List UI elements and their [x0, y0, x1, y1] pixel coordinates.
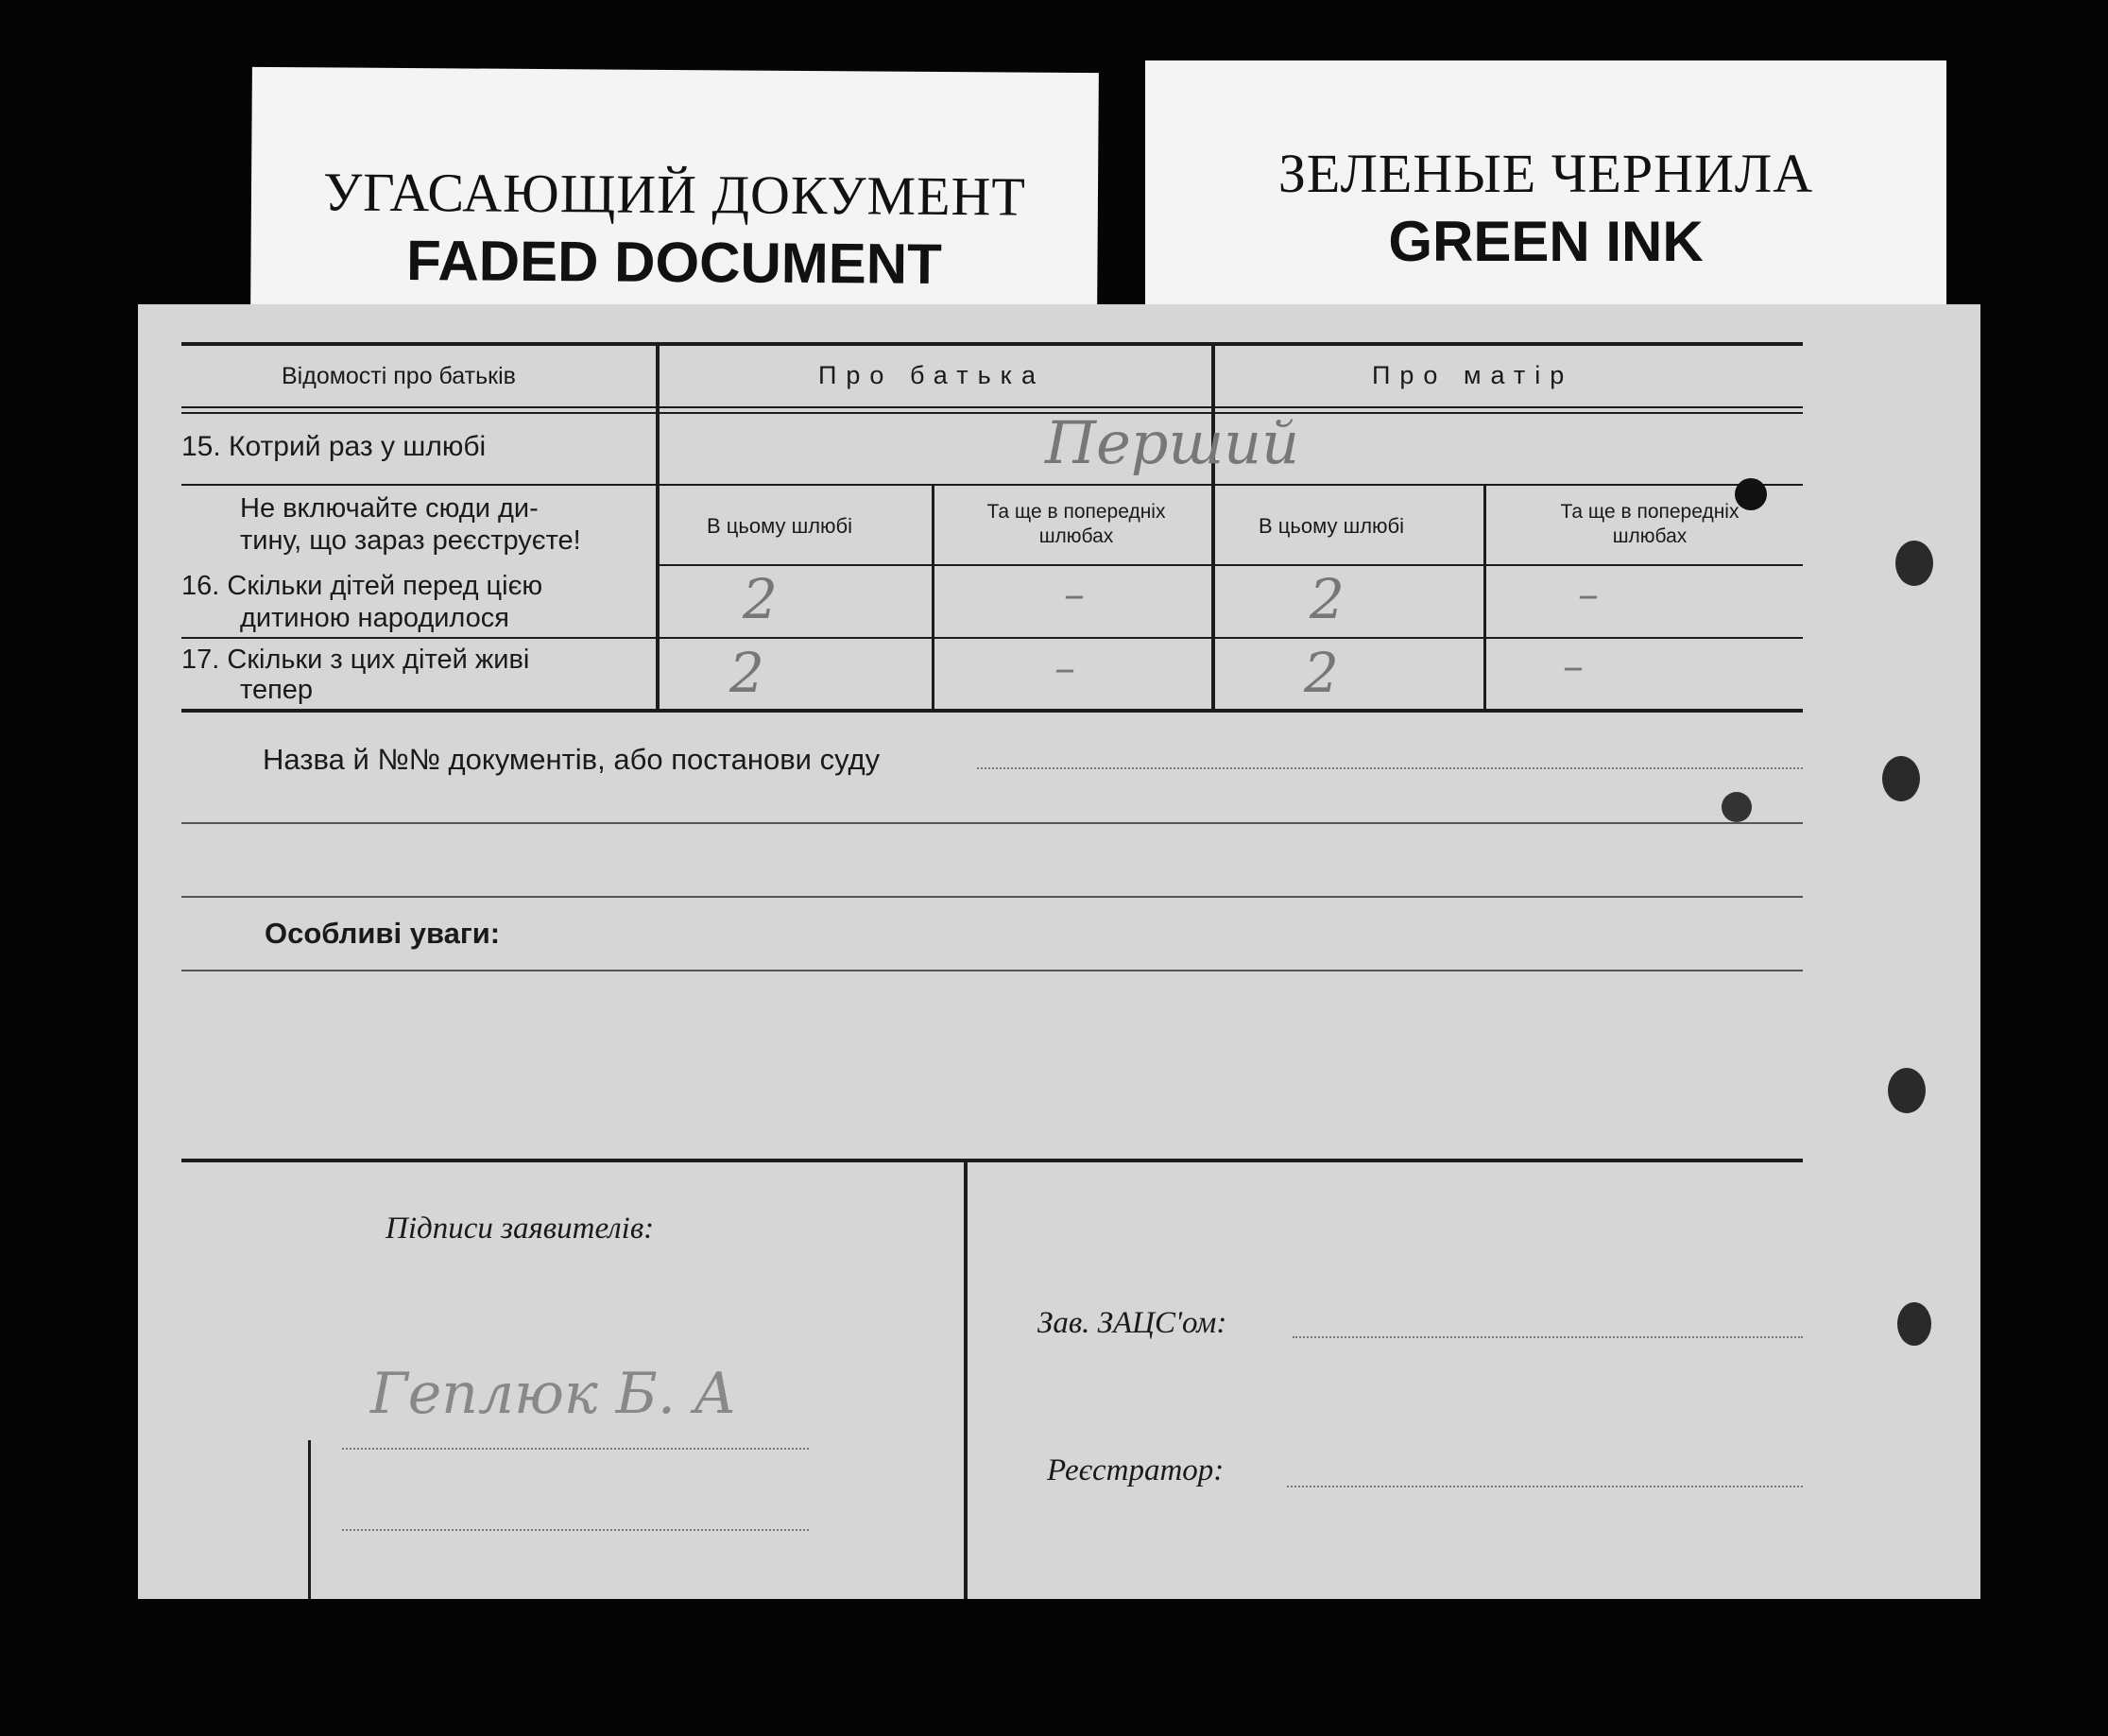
- faded-label-ru: УГАСАЮЩИЙ ДОКУМЕНТ: [322, 161, 1027, 228]
- green-label-ru: ЗЕЛЕНЫЕ ЧЕРНИЛА: [1277, 143, 1814, 204]
- header-rule-2: [181, 412, 1803, 414]
- registrar-label: Реєстратор:: [1047, 1453, 1225, 1487]
- row17-line2: тепер: [240, 675, 314, 705]
- documents-rule-2: [181, 896, 1803, 898]
- row17-line1: 17. Скільки з цих дітей живі: [181, 645, 530, 675]
- head-label: Зав. ЗАЦС'ом:: [1037, 1306, 1227, 1340]
- row16-father-prev: –: [1064, 571, 1085, 619]
- registrar-signature-line: [1287, 1486, 1803, 1487]
- note-line1: Не включайте сюди ди-: [240, 493, 539, 524]
- registration-form: [138, 304, 1980, 1599]
- header-mother: Про матір: [1372, 361, 1574, 389]
- subheader-rule: [658, 564, 1803, 566]
- subheader-mother-this: В цьому шлюбі: [1259, 514, 1405, 538]
- header-father: Про батька: [818, 361, 1046, 389]
- bottom-section-rule: [181, 1159, 1803, 1162]
- faded-label-en: FADED DOCUMENT: [405, 229, 943, 296]
- row15-rule: [181, 484, 1803, 486]
- punch-hole: [1735, 478, 1767, 510]
- col-divider-father: [932, 486, 934, 713]
- row16-rule: [181, 637, 1803, 639]
- header-rule-1: [181, 406, 1803, 408]
- row17-father-this: 2: [729, 641, 764, 705]
- subheader-father-prev-1: Та ще в попередніх: [986, 501, 1166, 523]
- col-divider-mother: [1483, 486, 1486, 713]
- documents-label: Назва й №№ документів, або постанови суду: [263, 743, 881, 776]
- note-line2: тину, що зараз реєструєте!: [240, 525, 581, 556]
- documents-rule-1: [181, 822, 1803, 824]
- signature-line-2: [342, 1529, 809, 1531]
- row15-value: Перший: [1045, 408, 1300, 477]
- row16-father-this: 2: [743, 567, 778, 631]
- header-parents-info: Відомості про батьків: [282, 363, 516, 389]
- bottom-divider: [964, 1162, 968, 1599]
- row15-label: 15. Котрий раз у шлюбі: [181, 431, 487, 462]
- row17-mother-this: 2: [1304, 641, 1339, 705]
- signature-line-1: [342, 1448, 809, 1450]
- green-label-en: GREEN INK: [1388, 210, 1704, 273]
- binding-hole: [1895, 541, 1933, 586]
- binding-hole: [1882, 756, 1920, 801]
- binding-hole: [1888, 1068, 1926, 1113]
- row17-father-prev: –: [1054, 645, 1075, 693]
- row16-line2: дитиною народилося: [240, 603, 510, 633]
- subheader-father-this: В цьому шлюбі: [707, 514, 853, 538]
- row16-mother-prev: –: [1578, 571, 1599, 619]
- head-signature-line: [1293, 1336, 1803, 1338]
- col-divider-main: [1211, 342, 1215, 713]
- special-notes-rule: [181, 970, 1803, 971]
- subheader-mother-prev-2: шлюбах: [1612, 525, 1688, 547]
- col-divider-1: [656, 342, 660, 713]
- binding-hole: [1897, 1302, 1931, 1346]
- row16-line1: 16. Скільки дітей перед цією: [181, 571, 543, 601]
- signature-left-rule: [308, 1440, 311, 1599]
- documents-dotted-line: [977, 767, 1803, 769]
- green-ink-label: [1145, 60, 1946, 318]
- subheader-father-prev-2: шлюбах: [1038, 525, 1114, 547]
- table-top-rule: [181, 342, 1803, 346]
- faded-document-label: [250, 67, 1099, 317]
- row17-mother-prev: –: [1563, 643, 1584, 691]
- punch-hole: [1722, 792, 1752, 822]
- signatures-label: Підписи заявителів:: [386, 1212, 655, 1246]
- special-notes-label: Особливі уваги:: [265, 917, 501, 950]
- table-bottom-rule: [181, 709, 1803, 713]
- subheader-mother-prev-1: Та ще в попередніх: [1560, 501, 1740, 523]
- row16-mother-this: 2: [1310, 567, 1345, 631]
- applicant-signature: Геплюк Б. А: [370, 1361, 737, 1427]
